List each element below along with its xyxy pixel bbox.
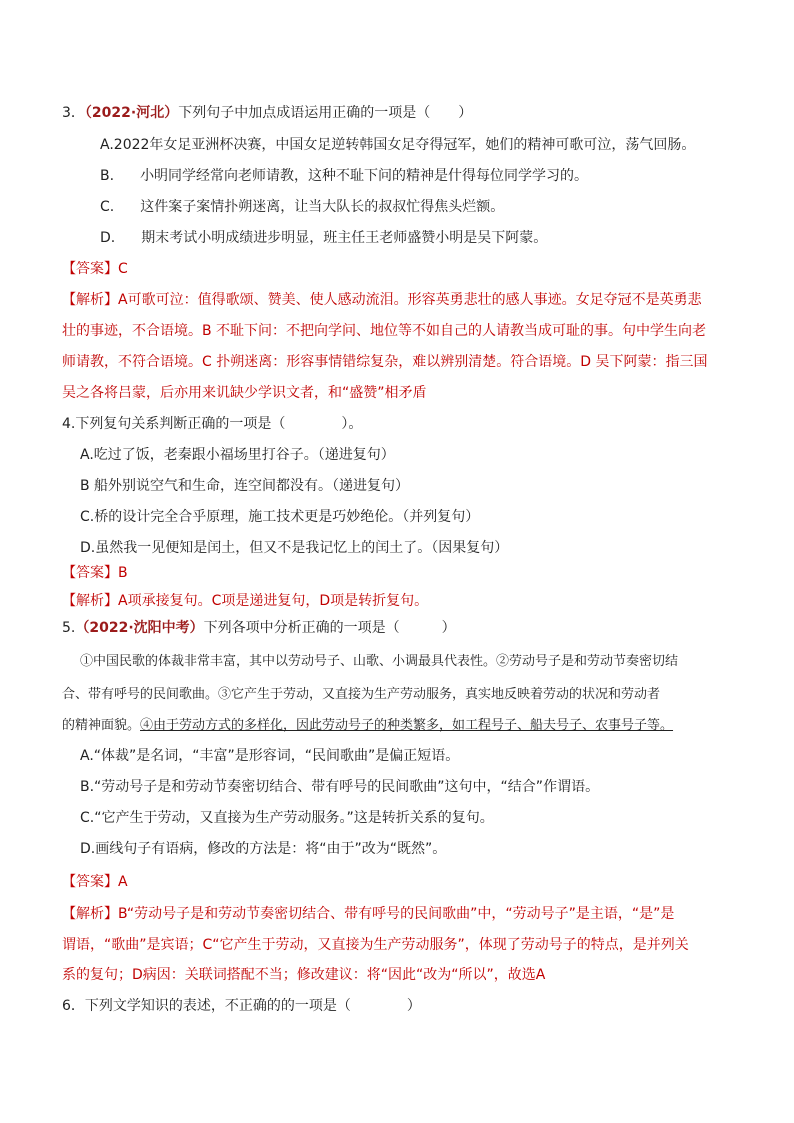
- q4-option-d: D.虽然我一见便知是闰土，但又不是我记忆上的闰土了。（因果复句）: [80, 540, 509, 556]
- q5-option-c: C.“它产生于劳动，又直接为生产劳动服务。”这是转折关系的复句。: [80, 810, 494, 826]
- q5-option-a: A.“体裁”是名词，“丰富”是形容词，“民间歌曲”是偏正短语。: [80, 748, 460, 764]
- q3-option-b: [100, 166, 588, 186]
- q3-analysis-line-4: 吴之各将吕蒙，后亦用来讥缺少学识文者，和“盛赞”相矛盾: [62, 385, 427, 401]
- q4-option-a: A.吃过了饭，老秦跟小福场里打谷子。（递进复句）: [80, 447, 395, 463]
- q3-option-c-text: 这件案子案情扑朔迷离，让当大队长的叔叔忙得焦头烂额。: [140, 199, 505, 215]
- q3-option-b-label: B.: [100, 168, 115, 184]
- q5-analysis-line-2: 谓语，“歌曲”是宾语；C“它产生于劳动，又直接为生产劳动服务”，体现了劳动号子的特点，是并列关: [62, 937, 689, 953]
- q3-option-d-text: 期末考试小明成绩进步明显，班主任王老师盛赞小明是吴下阿蒙。: [141, 230, 548, 246]
- q6-stem: 6．下列文学知识的表述，不正确的的一项是（ ）: [62, 998, 421, 1014]
- q4-answer: 【答案】B: [62, 565, 128, 581]
- q4-option-b: B 船外别说空气和生命，连空间都没有。（递进复句）: [80, 478, 410, 494]
- q5-option-b: B.“劳动号子是和劳动节奏密切结合、带有呼号的民间歌曲”这句中，“结合”作谓语。: [80, 779, 600, 795]
- q3-stem: 下列句子中加点成语运用正确的一项是（ ）: [178, 105, 473, 121]
- q5-stem: 下列各项中分析正确的一项是（ ）: [203, 620, 456, 636]
- q5-passage-line-1: ①中国民歌的体裁非常丰富，其中以劳动号子、山歌、小调最具代表性。②劳动号子是和劳动节奏密切结: [80, 654, 679, 669]
- q4-analysis: 【解析】A项承接复句。C项是递进复句，D项是转折复句。: [62, 593, 429, 609]
- q3-analysis-line-1: 【解析】A可歌可泣：值得歌颂、赞美、使人感动流泪。形容英勇悲壮的感人事迹。女足夺冠不是英勇悲: [62, 292, 702, 308]
- q3-number: 3．: [62, 105, 85, 121]
- q5-option-d: D.画线句子有语病，修改的方法是：将“由于”改为“既然”。: [80, 841, 447, 857]
- q3-stem-line: [62, 103, 472, 123]
- q3-option-c: [100, 197, 504, 217]
- q3-option-a: A.2022年女足亚洲杯决赛，中国女足逆转韩国女足夺得冠军，她们的精神可歌可泣，荡气回肠。: [100, 137, 696, 153]
- q3-answer: 【答案】C: [62, 261, 128, 277]
- q5-analysis-line-3: 系的复句；D病因：关联词搭配不当；修改建议：将“因此“改为“所以”，故选A: [62, 967, 546, 983]
- q5-underlined-sentence: ④由于劳动方式的多样化，因此劳动号子的种类繁多，如工程号子、船夫号子、农事号子等。: [140, 718, 674, 733]
- q5-answer: 【答案】A: [62, 874, 128, 890]
- q4-stem: 4.下列复句关系判断正确的一项是（ ）。: [62, 416, 363, 432]
- q3-option-c-label: C.: [100, 199, 115, 215]
- q3-analysis-line-3: 师请教，不符合语境。C 扑朔迷离：形容事情错综复杂，难以辨别清楚。符合语境。D 吴下阿蒙：指三国: [62, 354, 708, 370]
- q4-option-c: C.桥的设计完全合乎原理，施工技术更是巧妙绝伦。（并列复句）: [80, 509, 480, 525]
- q5-stem-line: [62, 618, 456, 638]
- q5-number: 5.: [62, 620, 76, 636]
- q3-option-b-text: 小明同学经常向老师请教，这种不耻下问的精神是什得每位同学学习的。: [140, 168, 589, 184]
- q3-analysis-line-2: 壮的事迹，不合语境。B 不耻下问：不把向学问、地位等不如自己的人请教当成可耻的事。句中学生向老: [62, 323, 707, 339]
- q5-passage-plain: 的精神面貌。: [62, 718, 141, 733]
- q5-passage-line-3: [62, 716, 673, 736]
- q5-passage-line-2: 合、带有呼号的民间歌曲。③它产生于劳动，又直接为生产劳动服务，真实地反映着劳动的状况和劳动者: [62, 687, 661, 702]
- q3-option-d-label: D.: [100, 230, 116, 246]
- q5-analysis-line-1: 【解析】B“劳动号子是和劳动节奏密切结合、带有呼号的民间歌曲”中，“劳动号子”是主语，“是”是: [62, 906, 675, 922]
- q3-option-d: [100, 228, 547, 248]
- q5-source: （2022·沈阳中考）: [75, 620, 204, 636]
- q3-source: （2022·河北）: [84, 105, 179, 121]
